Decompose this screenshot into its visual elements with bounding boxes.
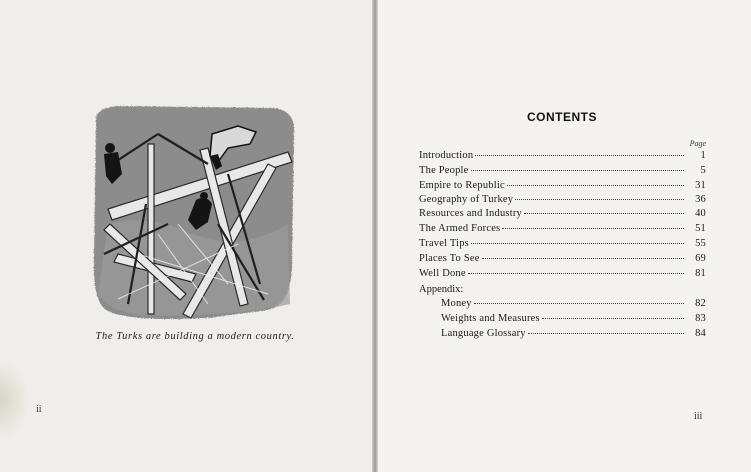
- toc-entry-label: Weights and Measures: [441, 313, 540, 324]
- left-page-number: ii: [36, 404, 42, 415]
- toc-entry-page: 84: [695, 328, 706, 339]
- toc-leader-dots: [528, 333, 684, 334]
- toc-appendix-heading: Appendix:: [419, 284, 464, 295]
- toc-entry-money[interactable]: [441, 298, 706, 312]
- toc-entry-label: Places To See: [419, 253, 480, 264]
- toc-entry-page: 69: [695, 253, 706, 264]
- toc-leader-dots: [474, 303, 684, 304]
- toc-entry-geography-of-turkey[interactable]: [419, 194, 706, 208]
- toc-entry-label: The People: [419, 165, 469, 176]
- toc-leader-dots: [542, 318, 684, 319]
- toc-entry-label: Language Glossary: [441, 328, 526, 339]
- toc-entry-language-glossary[interactable]: [441, 328, 706, 342]
- toc-leader-dots: [468, 273, 684, 274]
- left-page: [0, 0, 372, 472]
- toc-entry-the-people[interactable]: [419, 165, 706, 179]
- toc-leader-dots: [502, 228, 684, 229]
- toc-entry-page: 83: [695, 313, 706, 324]
- toc-entry-page: 1: [700, 150, 706, 161]
- toc-entry-label: Empire to Republic: [419, 180, 505, 191]
- toc-entry-page: 82: [695, 298, 706, 309]
- toc-entry-page: 36: [695, 194, 706, 205]
- page-column-label: Page: [689, 139, 706, 148]
- toc-entry-travel-tips[interactable]: [419, 238, 706, 252]
- toc-entry-label: Resources and Industry: [419, 208, 522, 219]
- toc-entry-the-armed-forces[interactable]: [419, 223, 706, 237]
- construction-illustration: [88, 104, 298, 322]
- toc-leader-dots: [507, 185, 684, 186]
- toc-entry-label: Geography of Turkey: [419, 194, 514, 205]
- toc-leader-dots: [524, 213, 684, 214]
- toc-entry-label: Travel Tips: [419, 238, 469, 249]
- toc-entry-weights-and-measures[interactable]: [441, 313, 706, 327]
- illustration-caption: The Turks are building a modern country.: [95, 331, 295, 342]
- toc-entry-introduction[interactable]: [419, 150, 706, 164]
- toc-leader-dots: [515, 199, 684, 200]
- toc-entry-label: The Armed Forces: [419, 223, 501, 234]
- toc-leader-dots: [471, 170, 684, 171]
- toc-entry-page: 55: [695, 238, 706, 249]
- toc-entry-empire-to-republic[interactable]: [419, 180, 706, 194]
- toc-entry-resources-and-industry[interactable]: [419, 208, 706, 222]
- toc-entry-label: Money: [441, 298, 472, 309]
- toc-entry-page: 81: [695, 268, 706, 279]
- toc-entry-label: Introduction: [419, 150, 474, 161]
- toc-leader-dots: [475, 155, 684, 156]
- contents-title: CONTENTS: [527, 110, 597, 124]
- toc-entry-page: 40: [695, 208, 706, 219]
- page-stain: [0, 360, 30, 440]
- right-page-number: iii: [694, 411, 703, 422]
- toc-entry-page: 5: [700, 165, 706, 176]
- toc-entry-places-to-see[interactable]: [419, 253, 706, 267]
- toc-entry-page: 51: [695, 223, 706, 234]
- toc-entry-well-done[interactable]: [419, 268, 706, 282]
- toc-leader-dots: [471, 243, 684, 244]
- toc-entry-label: Well Done: [419, 268, 466, 279]
- toc-entry-page: 31: [695, 180, 706, 191]
- toc-leader-dots: [482, 258, 684, 259]
